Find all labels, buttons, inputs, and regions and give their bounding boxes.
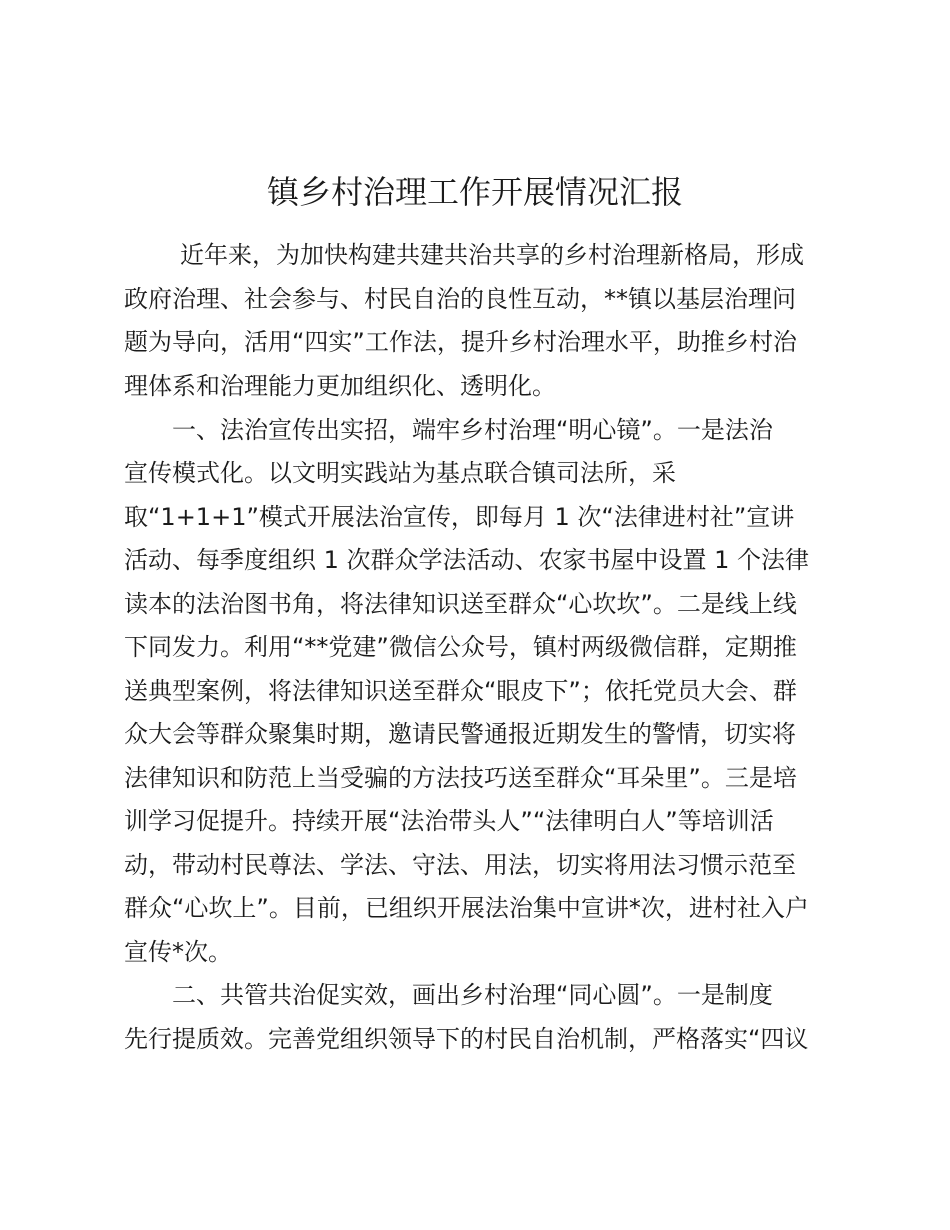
paragraph-line: 训学习促提升。持续开展“法治带头人”“法律明白人”等培训活	[124, 807, 774, 835]
paragraph-line: 宣传*次。	[124, 938, 232, 966]
paragraph-line: 一、法治宣传出实招，端牢乡村治理“明心镜”。一是法治	[172, 416, 773, 444]
paragraph-line: 读本的法治图书角，将法律知识送至群众“心坎坎”。二是线上线	[124, 590, 797, 618]
paragraph-line: 理体系和治理能力更加组织化、透明化。	[124, 372, 556, 400]
document-title: 镇乡村治理工作开展情况汇报	[266, 173, 683, 211]
paragraph-line: 群众“心坎上”。目前，已组织开展法治集中宣讲*次，进村社入户	[124, 894, 809, 922]
paragraph-line: 动，带动村民尊法、学法、守法、用法，切实将用法习惯示范至	[124, 851, 796, 879]
paragraph-line: 题为导向，活用“四实”工作法，提升乡村治理水平，助推乡村治	[124, 328, 797, 356]
paragraph-line: 活动、每季度组织 1 次群众学法活动、农家书屋中设置 1 个法律	[124, 546, 810, 574]
paragraph-line: 法律知识和防范上当受骗的方法技巧送至群众“耳朵里”。三是培	[124, 764, 797, 792]
paragraph-line: 宣传模式化。以文明实践站为基点联合镇司法所，采	[124, 459, 676, 487]
paragraph-line: 众大会等群众聚集时期，邀请民警通报近期发生的警情，切实将	[124, 720, 796, 748]
paragraph-line: 近年来，为加快构建共建共治共享的乡村治理新格局，形成	[180, 241, 804, 269]
paragraph-line: 先行提质效。完善党组织领导下的村民自治机制，严格落实“四议	[124, 1025, 809, 1053]
paragraph-line: 政府治理、社会参与、村民自治的良性互动，**镇以基层治理问	[124, 285, 796, 313]
paragraph-line: 二、共管共治促实效，画出乡村治理“同心圆”。一是制度	[172, 981, 773, 1009]
paragraph-line: 送典型案例，将法律知识送至群众“眼皮下”；依托党员大会、群	[124, 677, 797, 705]
paragraph-line: 取“1+1+1”模式开展法治宣传，即每月 1 次“法律进村社”宣讲	[124, 503, 795, 531]
paragraph-line: 下同发力。利用“**党建”微信公众号，镇村两级微信群，定期推	[124, 633, 797, 661]
